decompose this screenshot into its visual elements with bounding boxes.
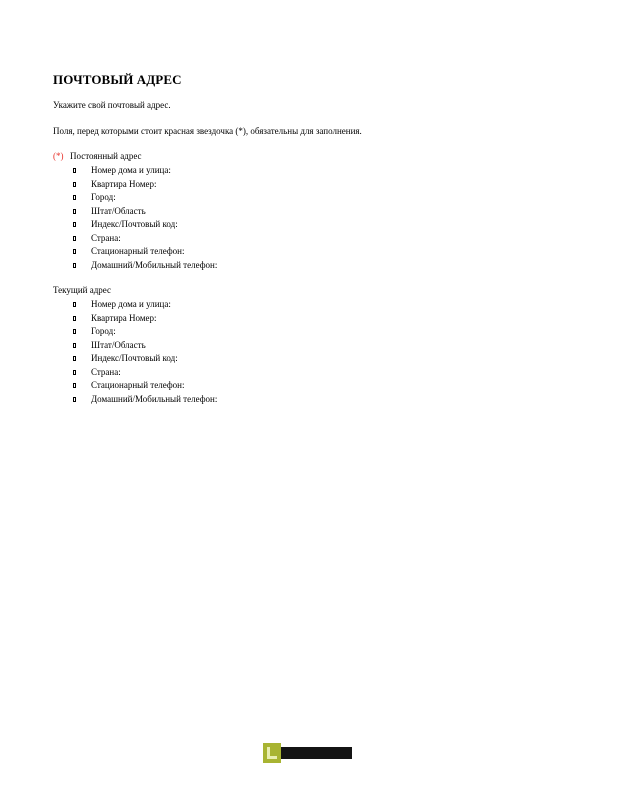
field-label: Домашний/Мобильный телефон: [91,393,218,404]
bullet-icon [73,343,76,348]
list-item [53,379,185,393]
field-label: Номер дома и улица: [91,299,171,309]
permanent-address-section [53,151,218,272]
field-label: Город: [91,326,116,336]
list-item [53,366,121,380]
field-label: Индекс/Почтовый код: [91,219,178,229]
required-asterisk: (*) [53,151,64,161]
required-note: Поля, перед которыми стоит красная звездочка (*), обязательны для заполнения. [53,126,362,136]
field-label: Квартира Номер: [91,178,157,189]
list-item [53,205,146,219]
field-label: Штат/Область [91,339,146,350]
field-label: Номер дома и улица: [91,165,171,175]
section-heading-label: Постоянный адрес [70,151,142,161]
list-item [53,352,178,366]
bullet-icon [73,263,76,268]
bullet-icon [73,209,76,214]
bullet-icon [73,397,76,402]
current-address-section [53,285,218,406]
bullet-icon [73,356,76,361]
list-item [53,164,171,178]
list-item [53,232,142,246]
list-item [53,259,218,273]
bullet-icon [73,370,76,375]
field-label: Стационарный телефон: [91,246,185,256]
list-item [53,312,157,326]
bullet-icon [73,316,76,321]
field-label: Квартира Номер: [91,312,157,323]
field-label: Домашний/Мобильный телефон: [91,259,218,270]
field-label: Город: [91,192,116,202]
bullet-icon [73,249,76,254]
bullet-icon [73,236,76,241]
list-item [53,325,116,339]
section-heading [53,285,111,298]
bullet-icon [73,383,76,388]
page-title: ПОЧТОВЫЙ АДРЕС [53,72,182,87]
bullet-icon [73,195,76,200]
bullet-icon [73,182,76,187]
bullet-icon [73,222,76,227]
footer-logo [263,743,352,763]
section-heading-label: Текущий адрес [53,285,111,295]
list-item [53,245,185,259]
list-item [53,339,146,353]
section-heading [53,151,142,164]
field-label: Индекс/Почтовый код: [91,353,178,363]
list-item [53,218,178,232]
field-list [53,164,218,272]
bullet-icon [73,302,76,307]
field-label: Страна: [91,366,121,377]
bullet-icon [73,329,76,334]
list-item [53,393,218,407]
list-item [53,178,157,192]
field-label: Штат/Область [91,205,146,216]
list-item [53,298,171,312]
field-label: Стационарный телефон: [91,380,185,390]
logo-bar [281,747,352,759]
list-item [53,191,142,205]
document-logo-icon [263,743,281,763]
instruction-text: Укажите свой почтовый адрес. [53,100,171,110]
field-label: Страна: [91,232,121,243]
bullet-icon [73,168,76,173]
field-list [53,298,218,406]
